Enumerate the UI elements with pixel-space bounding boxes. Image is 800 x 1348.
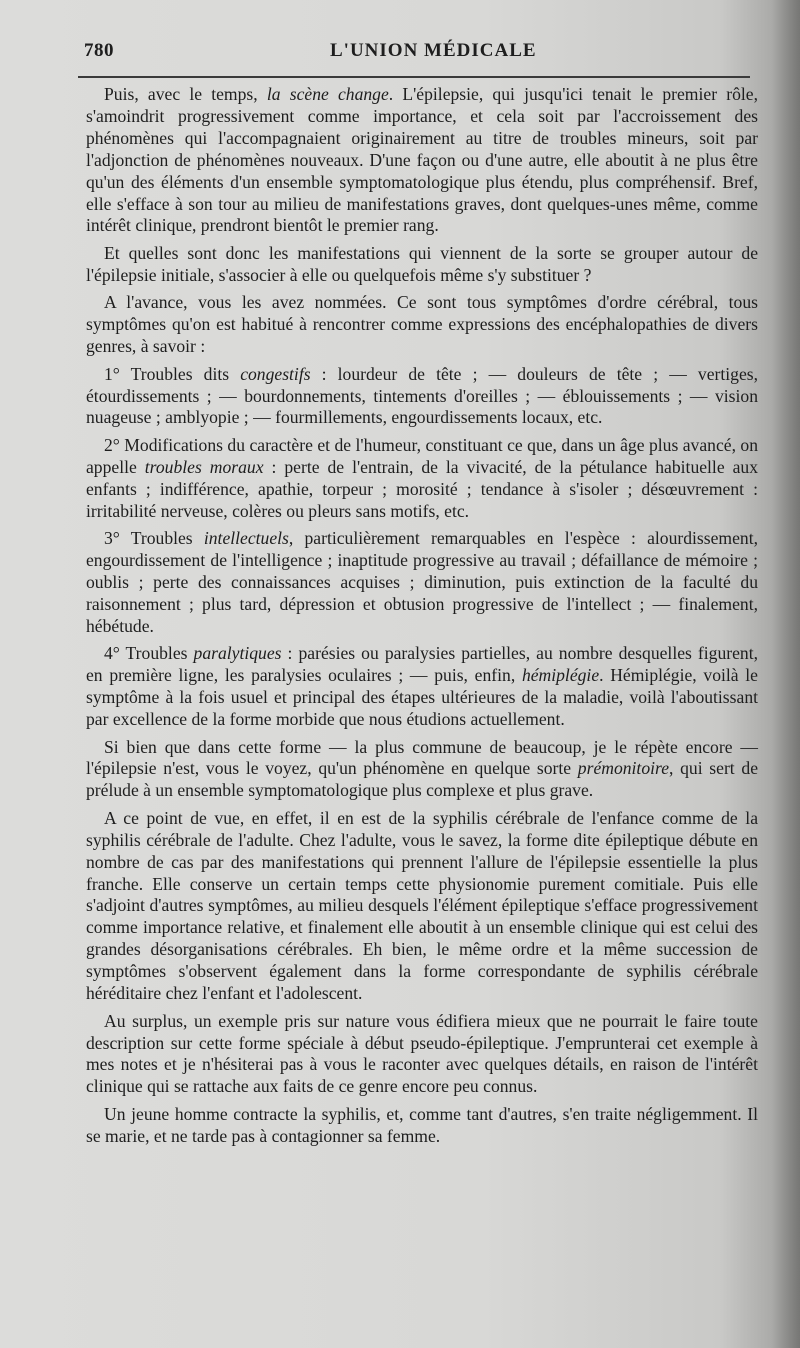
text-run: . L'épilepsie, qui jusqu'ici tenait le premier rôle, s'amoindrit progressivement comme importance, et cela soit par l'accroissement des phénomènes qui l'accompagnaient originairement au titre de troubles mineurs, soit par l'adjonction de phénomènes nouveaux. D'une façon ou d'une autre, elle aboutit à ne plus être qu'un des éléments d'un ensemble symptomatologique plus étendu, plus compréhensif. Bref, elle s'efface à son tour au milieu de manifestations graves, dont quelques-unes même, comme intérêt clinique, prendront bientôt le premier rang. — [86, 84, 758, 236]
italic-term: intellectuels — [203, 528, 289, 549]
text-run: : parésies ou paralysies partielles, au nombre desquelles figurent, en première ligne, les paralysies oculaires ; — puis, enfin, — [86, 643, 758, 686]
paragraph — [86, 737, 758, 803]
paragraph — [86, 528, 758, 638]
text-run: Et quelles sont donc les manifestations qui viennent de la sorte se grouper autour de l'épilepsie initiale, s'associer à elle ou quelquefois même s'y substituer ? — [86, 242, 758, 285]
italic-term: paralytiques — [193, 643, 282, 664]
paragraph — [86, 1011, 758, 1099]
paragraph — [86, 808, 758, 1005]
text-run: A l'avance, vous les avez nommées. Ce sont tous symptômes d'ordre cérébral, tous symptômes qu'on est habitué à rencontrer comme expressions des encéphalopathies de divers genres, à savoir : — [86, 292, 758, 357]
text-run: 3° Troubles — [104, 528, 204, 549]
text-run: Si bien que dans cette forme — la plus commune de beaucoup, je le répète encore — l'épilepsie n'est, vous le voyez, qu'un phénomène en quelque sorte — [86, 736, 758, 779]
text-run: Un jeune homme contracte la syphilis, et, comme tant d'autres, s'en traite négligemment. Il se marie, et ne tarde pas à contagionner sa femme. — [86, 1103, 758, 1146]
text-run: 1° Troubles dits — [104, 363, 241, 384]
page-edge-shadow — [772, 0, 800, 1348]
header-rule — [78, 76, 750, 78]
paragraph — [86, 364, 758, 430]
body-text — [86, 84, 758, 1153]
text-run: , qui sert de prélude à un ensemble symptomatologique plus complexe et plus grave. — [86, 758, 759, 801]
text-run: A ce point de vue, en effet, il en est de la syphilis cérébrale de l'enfance comme de la syphilis cérébrale de l'adulte. Chez l'adulte, vous le savez, la forme dite épileptique débute en nombre de cas par des manifestations qui prennent l'allure de l'épilepsie essentielle la plus franche. Elle conserve un certain temps cette physionomie purement comitiale. Puis elle s'adjoint d'autres symptômes, au milieu desquels l'élément épileptique s'efface progressivement comme importance relative, et finalement elle aboutit à un ensemble clinique qui est celui des grandes désorganisations cérébrales. Eh bien, le même ordre et la même succession de symptômes s'observent également dans la forme correspondante de syphilis cérébrale héréditaire chez l'enfant et l'adolescent. — [86, 807, 758, 1004]
paragraph — [86, 84, 758, 237]
text-run: 2° Modifications du caractère et de l'humeur, constituant ce que, dans un âge plus avancé, on appelle — [86, 434, 758, 477]
text-run: 4° Troubles — [104, 643, 194, 664]
italic-term: la scène change — [266, 84, 389, 104]
italic-term: congestifs — [240, 363, 311, 384]
paragraph — [86, 243, 758, 287]
italic-term: troubles moraux — [144, 456, 264, 477]
page-header — [78, 36, 758, 76]
page-number: 780 — [84, 40, 114, 61]
text-run: : lourdeur de tête ; — douleurs de tête ; — vertiges, étourdissements ; — bourdonnements, tintements d'oreilles ; — éblouissements ; — vision nuageuse ; amblyopie ; — fourmillements, engourdissements locaux, etc. — [86, 363, 758, 428]
text-run: : perte de l'entrain, de la vivacité, de la pétulance habituelle aux enfants ; indifférence, apathie, torpeur ; morosité ; tendance à s'isoler ; désœuvrement : irritabilité nerveuse, colères ou pleurs sans motifs, etc. — [86, 456, 759, 521]
text-run: Au surplus, un exemple pris sur nature vous édifiera mieux que ne pourrait le faire toute description sur cette forme spéciale à début pseudo-épileptique. J'emprunterai cet exemple à mes notes et je n'hésiterai pas à vous le raconter avec quelques détails, en raison de l'intérêt clinique qui se rattache aux faits de ce genre encore peu connus. — [86, 1010, 758, 1097]
text-run: . Hémiplégie, voilà le symptôme à la fois usuel et principal des étapes ultérieures de la maladie, voilà l'aboutissant par excellence de la forme morbide que nous étudions actuellement. — [86, 665, 758, 730]
italic-term: hémiplégie — [521, 665, 600, 686]
italic-term: prémonitoire — [577, 758, 670, 779]
running-title: L'UNION MÉDICALE — [330, 40, 537, 61]
paragraph — [86, 292, 758, 358]
text-run: , particulièrement remarquables en l'espèce : alourdissement, engourdissement de l'intelligence ; inaptitude progressive au travail ; défaillance de mémoire ; oublis ; perte des connaissances acquises ; diminution, puis extinction de la faculté du raisonnement ; plus tard, dépression et obtusion progressive de l'intellect ; — finalement, hébétude. — [86, 528, 758, 636]
paragraph — [86, 435, 758, 523]
text-run: Puis, avec le temps, — [104, 84, 267, 104]
paragraph — [86, 1104, 758, 1148]
paragraph — [86, 643, 758, 731]
